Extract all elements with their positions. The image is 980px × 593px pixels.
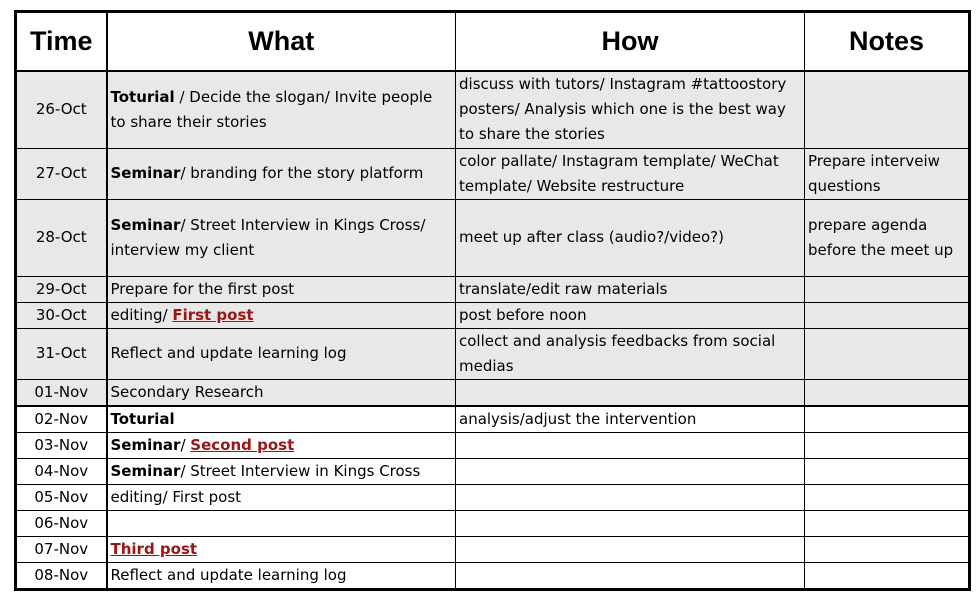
cell-how — [456, 484, 805, 510]
table-row — [17, 458, 969, 484]
what-highlight-link[interactable]: Third post — [110, 539, 198, 558]
cell-notes — [805, 432, 969, 458]
table-row — [17, 276, 969, 302]
table-row — [17, 302, 969, 328]
cell-time: 27-Oct — [17, 148, 107, 199]
header-what: What — [107, 13, 456, 72]
what-bold-text: Seminar — [110, 215, 181, 234]
table-row — [17, 484, 969, 510]
cell-how — [456, 562, 805, 588]
what-prefix-text: / — [180, 435, 191, 454]
what-bold-text: Seminar — [110, 435, 181, 454]
what-text: / branding for the story platform — [180, 164, 424, 182]
cell-time: 07-Nov — [17, 536, 107, 562]
what-text: / Decide the slogan/ Invite people to share their stories — [110, 87, 433, 131]
table-row — [17, 379, 969, 406]
table-row — [17, 406, 969, 433]
header-how: How — [456, 13, 805, 72]
table-row — [17, 71, 969, 148]
cell-what — [107, 148, 456, 199]
cell-notes — [805, 406, 969, 433]
cell-notes — [805, 379, 969, 406]
cell-notes: prepare agenda before the meet up — [805, 199, 969, 276]
cell-how — [456, 432, 805, 458]
cell-how: collect and analysis feedbacks from social medias — [456, 328, 805, 379]
cell-what — [107, 510, 456, 536]
cell-what — [107, 406, 456, 433]
cell-what — [107, 199, 456, 276]
cell-how — [456, 510, 805, 536]
cell-how — [456, 379, 805, 406]
what-text: Prepare for the first post — [110, 279, 295, 298]
table-row — [17, 562, 969, 588]
cell-notes — [805, 484, 969, 510]
what-bold-text: Toturial — [110, 409, 175, 428]
what-text: Reflect and update learning log — [110, 344, 347, 362]
what-bold-text: Toturial — [110, 87, 175, 106]
cell-notes — [805, 276, 969, 302]
cell-time: 08-Nov — [17, 562, 107, 588]
what-highlight-link[interactable]: Second post — [190, 435, 295, 454]
cell-time: 03-Nov — [17, 432, 107, 458]
table-row — [17, 432, 969, 458]
cell-notes — [805, 562, 969, 588]
cell-what — [107, 302, 456, 328]
cell-what — [107, 379, 456, 406]
table-row — [17, 148, 969, 199]
cell-how: meet up after class (audio?/video?) — [456, 199, 805, 276]
cell-time: 28-Oct — [17, 199, 107, 276]
cell-how: analysis/adjust the intervention — [456, 406, 805, 433]
cell-how — [456, 536, 805, 562]
cell-time: 04-Nov — [17, 458, 107, 484]
cell-what — [107, 458, 456, 484]
cell-time: 26-Oct — [17, 71, 107, 148]
cell-notes — [805, 510, 969, 536]
cell-time: 31-Oct — [17, 328, 107, 379]
cell-how: translate/edit raw materials — [456, 276, 805, 302]
cell-notes — [805, 328, 969, 379]
what-text: Reflect and update learning log — [110, 565, 347, 584]
cell-notes — [805, 536, 969, 562]
header-time: Time — [17, 13, 107, 72]
cell-what — [107, 536, 456, 562]
cell-what — [107, 276, 456, 302]
table-row — [17, 328, 969, 379]
what-bold-text: Seminar — [110, 461, 181, 480]
what-text: / Street Interview in Kings Cross/ interview my client — [110, 215, 426, 259]
cell-time: 01-Nov — [17, 379, 107, 406]
cell-time: 29-Oct — [17, 276, 107, 302]
cell-notes — [805, 71, 969, 148]
what-text: / Street Interview in Kings Cross — [180, 461, 421, 480]
cell-time: 30-Oct — [17, 302, 107, 328]
table-row — [17, 510, 969, 536]
cell-how — [456, 458, 805, 484]
header-row — [17, 13, 969, 72]
cell-notes — [805, 302, 969, 328]
cell-notes: Prepare interveiw questions — [805, 148, 969, 199]
what-bold-text: Seminar — [110, 164, 181, 182]
cell-how: discuss with tutors/ Instagram #tattoostory posters/ Analysis which one is the best way to share the stories — [456, 71, 805, 148]
cell-what — [107, 71, 456, 148]
cell-time: 06-Nov — [17, 510, 107, 536]
cell-time: 05-Nov — [17, 484, 107, 510]
what-highlight-link[interactable]: First post — [172, 305, 254, 324]
cell-how: color pallate/ Instagram template/ WeChat template/ Website restructure — [456, 148, 805, 199]
cell-how: post before noon — [456, 302, 805, 328]
what-prefix-text: editing/ — [110, 305, 173, 324]
cell-notes — [805, 458, 969, 484]
what-text: Secondary Research — [110, 382, 264, 401]
what-text: editing/ First post — [110, 487, 242, 506]
schedule-table — [16, 12, 969, 589]
cell-time: 02-Nov — [17, 406, 107, 433]
cell-what — [107, 484, 456, 510]
cell-what — [107, 328, 456, 379]
table-row — [17, 536, 969, 562]
header-notes: Notes — [805, 13, 969, 72]
table-row — [17, 199, 969, 276]
cell-what — [107, 432, 456, 458]
cell-what — [107, 562, 456, 588]
